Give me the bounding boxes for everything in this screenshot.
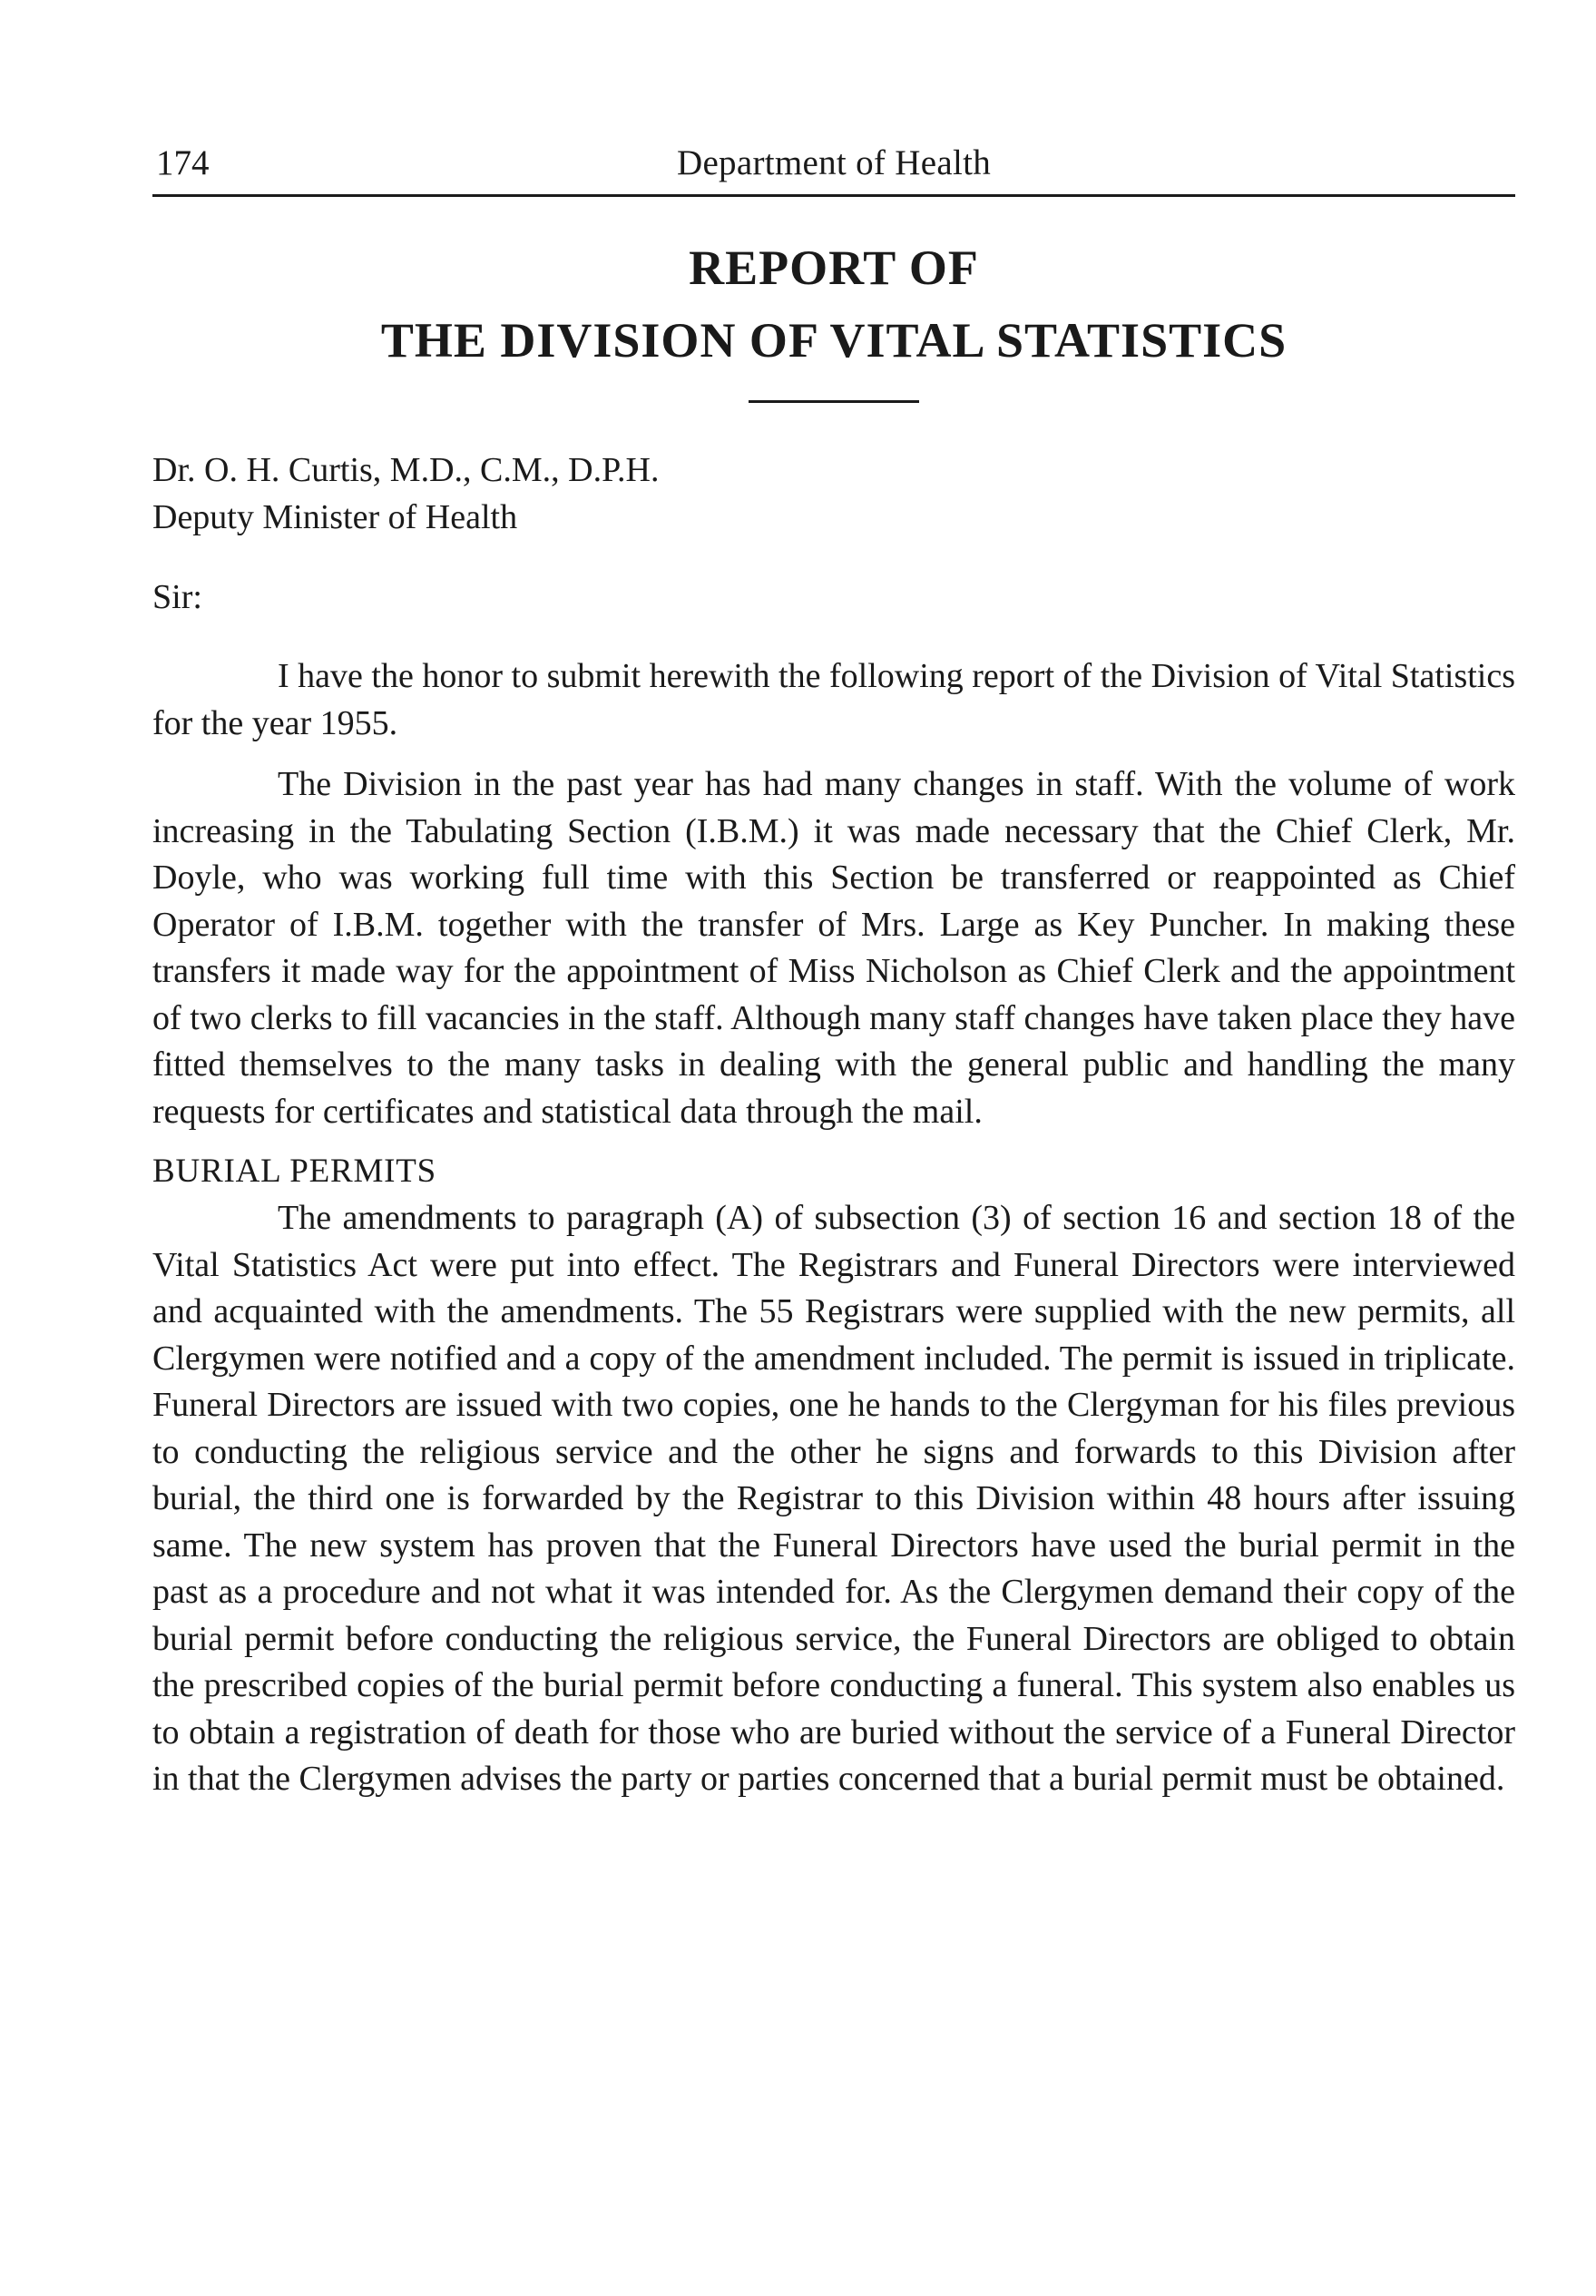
section-heading-burial-permits: BURIAL PERMITS xyxy=(152,1153,437,1190)
header-rule xyxy=(152,194,1515,197)
salutation: Sir: xyxy=(152,578,202,616)
intro-paragraph: I have the honor to submit herewith the following report of the Division of Vital Statistics for the year 1955. xyxy=(152,657,1515,742)
title-rule xyxy=(749,400,919,403)
addressee-name: Dr. O. H. Curtis, M.D., C.M., D.P.H. xyxy=(152,451,660,489)
burial-permits-paragraph: The amendments to paragraph (A) of subsection (3) of section 16 and section 18 of the Vital Statistics Act were put into effect. The Registrars and Funeral Directors were interviewed and acquainted with the amendments. The 55 Registrars were supplied with the new permits, all Clergymen were notified and a copy of the amendment included. The permit is issued in triplicate. Funeral Directors are issued with two copies, one he hands to the Clergyman for his files previous to conducting the religious service and the other he signs and forwards to this Division after burial, the third one is forwarded by the Registrar to this Division within 48 hours after issuing same. The new system has proven that the Funeral Directors have used the burial permit in the past as a procedure and not what it was intended for. As the Clergymen demand their copy of the burial permit before conducting the religious service, the Funeral Directors are obliged to obtain the prescribed copies of the burial permit before conducting a funeral. This system also enables us to obtain a registration of death for those who are buried without the service of a Funeral Director in that the Clergymen advises the party or parties concerned that a burial permit must be obtained. xyxy=(152,1199,1515,1798)
page-number: 174 xyxy=(156,143,210,182)
report-title xyxy=(152,231,1515,377)
addressee-block xyxy=(152,446,1515,541)
document-page xyxy=(152,136,1515,1803)
report-title-line-1: REPORT OF xyxy=(689,240,979,295)
addressee-position: Deputy Minister of Health xyxy=(152,498,518,536)
report-title-line-2: THE DIVISION OF VITAL STATISTICS xyxy=(380,313,1288,368)
staff-paragraph: The Division in the past year has had many changes in staff. With the volume of work increasing in the Tabulating Section (I.B.M.) it was made necessary that the Chief Clerk, Mr. Doyle, who was working full time with this Section be transferred or reappointed as Chief Operator of I.B.M. together with the transfer of Mrs. Large as Key Puncher. In making these transfers it made way for the appointment of Miss Nicholson as Chief Clerk and the appointment of two clerks to fill vacancies in the staff. Although many staff changes have taken place they have fitted themselves to the many tasks in dealing with the general public and handling the many requests for certificates and statistical data through the mail. xyxy=(152,765,1515,1131)
running-head xyxy=(152,136,1515,191)
running-title: Department of Health xyxy=(676,143,992,182)
